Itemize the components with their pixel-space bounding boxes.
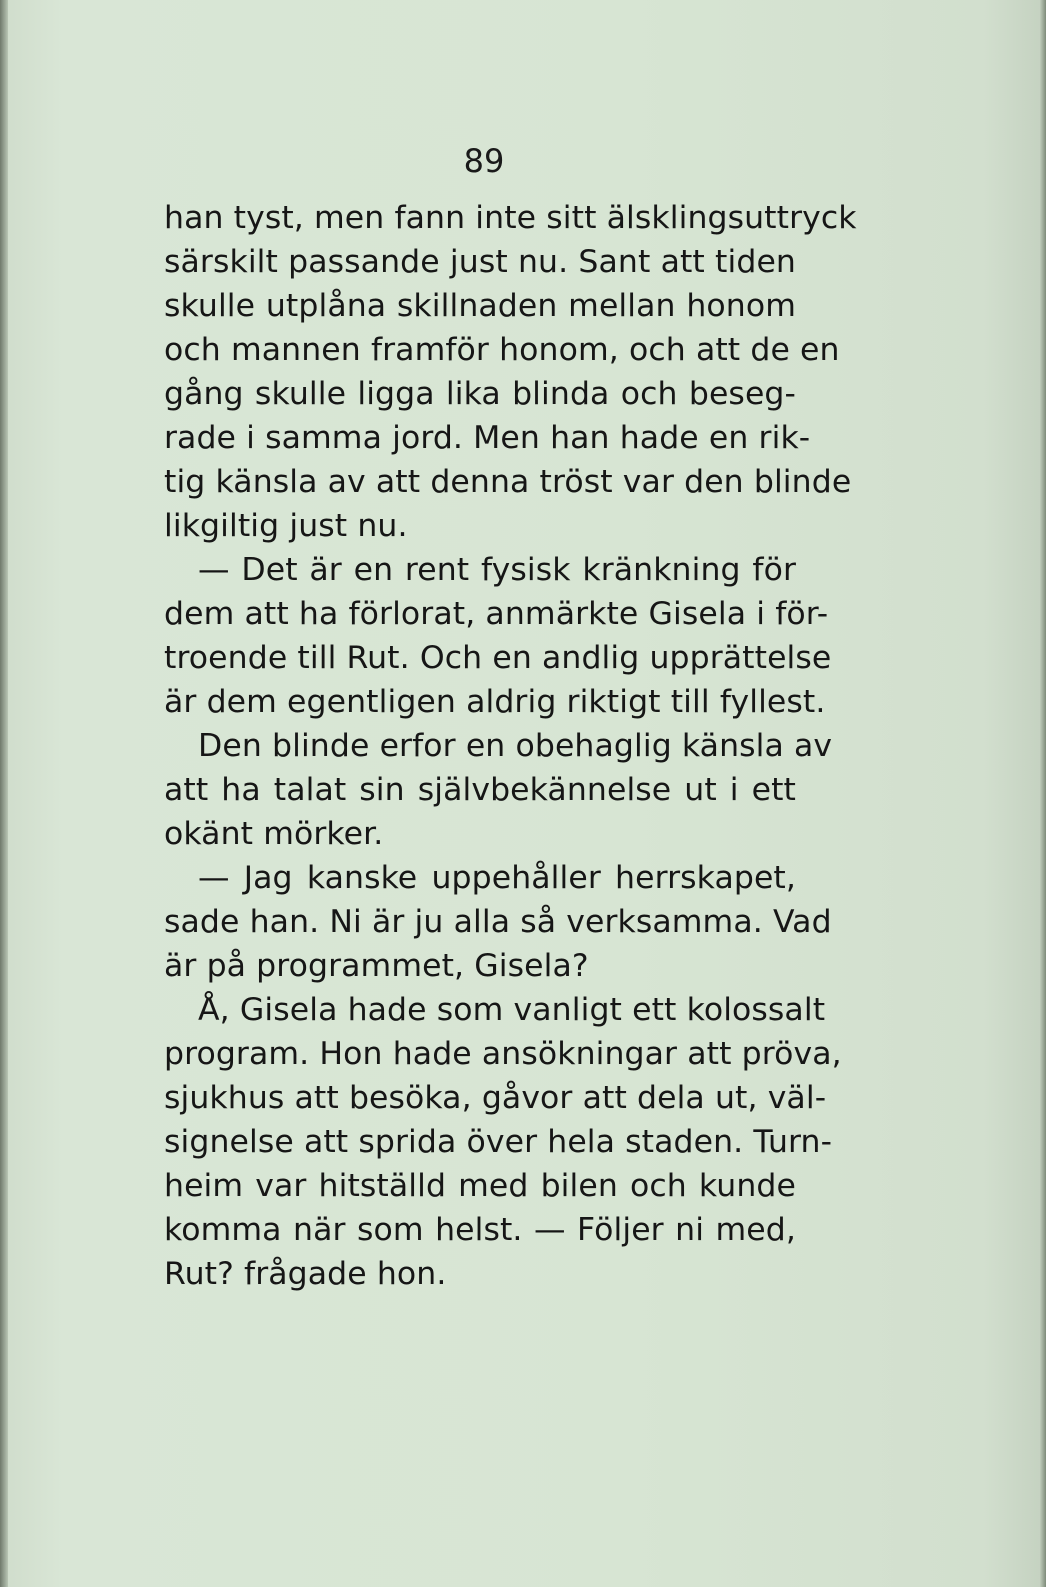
text-line: likgiltig just nu.: [164, 508, 408, 544]
text-line: heim var hitställd med bilen och kunde: [164, 1168, 796, 1204]
text-line: gång skulle ligga lika blinda och beseg-: [164, 376, 796, 412]
text-line: signelse att sprida över hela staden. Turn-: [164, 1124, 833, 1160]
text-line: Den blinde erfor en obehaglig känsla av: [198, 728, 833, 764]
text-line: Rut? frågade hon.: [164, 1256, 447, 1292]
text-line: troende till Rut. Och en andlig upprättelse: [164, 640, 832, 676]
text-line: tig känsla av att denna tröst var den blinde: [164, 464, 852, 500]
text-line: sjukhus att besöka, gåvor att dela ut, väl-: [164, 1080, 827, 1116]
text-line: särskilt passande just nu. Sant att tiden: [164, 244, 796, 280]
text-line: okänt mörker.: [164, 816, 384, 852]
text-line: att ha talat sin självbekännelse ut i ett: [164, 772, 796, 808]
text-line: han tyst, men fann inte sitt älsklingsuttryck: [164, 200, 857, 236]
text-line: dem att ha förlorat, anmärkte Gisela i för-: [164, 596, 829, 632]
text-line: — Det är en rent fysisk kränkning för: [198, 552, 796, 588]
text-line: — Jag kanske uppehåller herrskapet,: [198, 860, 796, 896]
text-line: är dem egentligen aldrig riktigt till fyllest.: [164, 684, 826, 720]
page-left-edge: [0, 0, 8, 1587]
text-line: komma när som helst. — Följer ni med,: [164, 1212, 796, 1248]
text-line: program. Hon hade ansökningar att pröva,: [164, 1036, 842, 1072]
page-right-edge: [1040, 0, 1046, 1587]
text-line: skulle utplåna skillnaden mellan honom: [164, 288, 796, 324]
page-number: 89: [463, 142, 505, 180]
text-line: Å, Gisela hade som vanligt ett kolossalt: [198, 992, 826, 1028]
text-line: rade i samma jord. Men han hade en rik-: [164, 420, 811, 456]
text-line: sade han. Ni är ju alla så verksamma. Vad: [164, 904, 832, 940]
body-text: [164, 196, 857, 1296]
text-line: och mannen framför honom, och att de en: [164, 332, 840, 368]
text-line: är på programmet, Gisela?: [164, 948, 589, 984]
